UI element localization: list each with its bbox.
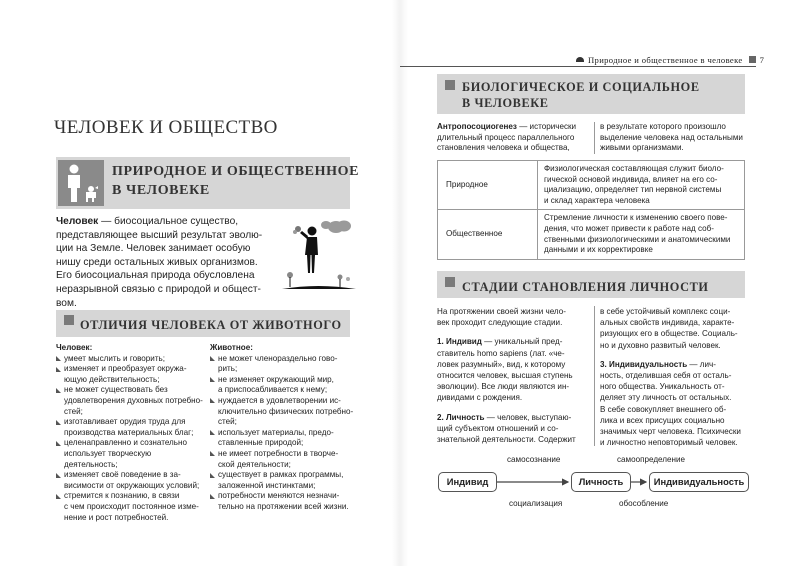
box-individual: Индивид [438, 472, 497, 492]
box-personality: Личность [571, 472, 631, 492]
human-nature-illustration [280, 213, 358, 295]
book-fold [392, 0, 408, 566]
column-divider [594, 122, 595, 154]
label-self-determination: самоопределение [617, 455, 685, 464]
list-item: изменяет своё поведение в за- висимости от окружающих условий; [56, 470, 204, 491]
table-label-cell: Общественное [438, 210, 538, 259]
section-heading-nature-society-l1: ПРИРОДНОЕ И ОБЩЕСТВЕННОЕ [112, 164, 360, 179]
label-self-awareness: самосознание [507, 455, 561, 464]
leaf-icon [576, 57, 584, 62]
list-item: стремится к познанию, в связи с чем происходит постоянное изме- нение и рост потребностей. [56, 491, 204, 523]
stages-column-1: На протяжении своей жизни чело- век проходит следующие стадии. 1. Индивид — уникальный пред- ставитель homo sapiens (лат. «че- ловек разумный», вид, к которому относится человек, высшая ступень эволюции). Все люди являются ин- дивидами с рождения. 2. Личность — человек, выступаю- щий субъектом отношений и со- знательной деятельности. Содержит [437, 307, 576, 445]
list-item: существует в рамках программы, заложенной инстинктами; [210, 470, 355, 491]
human-traits-label: Человек: [56, 343, 93, 352]
table-label-cell: Природное [438, 161, 538, 210]
term-anthroposociogenesis: Антропосоциогенез [437, 122, 517, 131]
label-socialization: социализация [509, 499, 563, 508]
column-divider [594, 306, 595, 446]
stage-individual-label: 1. Индивид [437, 337, 482, 347]
human-traits-column [56, 343, 204, 523]
box-individuality: Индивидуальность [649, 472, 749, 492]
list-item: нуждается в удовлетворении ис- ключительно физических потребно- стей; [210, 396, 355, 428]
section-marker-icon [64, 315, 74, 325]
table-text-cell: Физиологическая составляющая служит биоло- гической основой индивида, влияет на его со- циализацию, определяет тип нервной системы и склад характера человека [538, 161, 745, 210]
list-item: целенаправленно и сознательно использует творческую деятельность; [56, 438, 204, 470]
running-header-title: Природное и общественное в человеке [588, 55, 743, 65]
list-item: изготавливает орудия труда для производства материальных благ; [56, 417, 204, 438]
stage-personality-label: 2. Личность [437, 412, 485, 422]
section-marker-icon [445, 80, 455, 90]
anthropo-definition-right: в результате которого произошло выделение человека над остальными живыми организмами. [600, 122, 743, 153]
list-item: изменяет и преобразует окружа- ющую действительность; [56, 364, 204, 385]
chapter-title: ЧЕЛОВЕК И ОБЩЕСТВО [54, 117, 278, 138]
person-dog-icon [58, 160, 104, 206]
section-marker-icon [445, 277, 455, 287]
stages-diagram [437, 452, 749, 514]
human-definition: Человек — биосоциальное существо, представляющее высший результат эволю- ции на Земле. Человек занимает особую нишу среди остальных живых организмов. Его биосоциальная природа обусловлена неразрывной связью с природой и общест- вом. [56, 216, 263, 309]
header-square-icon [749, 56, 756, 63]
list-item: не имеет потребности в творче- ской деятельности; [210, 449, 355, 470]
list-item: не изменяет окружающий мир, а приспосабливается к нему; [210, 375, 355, 396]
running-header [576, 55, 764, 67]
table-row [438, 210, 745, 259]
list-item: умеет мыслить и говорить; [56, 354, 204, 365]
term-human: Человек [56, 216, 99, 227]
table-text-cell: Стремление личности к изменению своего пове- дения, что может привести к работе над соб- ственными физиологическими и анатомическими данными и их корректировке [538, 210, 745, 259]
list-item: использует материалы, предо- ставленные природой; [210, 428, 355, 449]
page-number: 7 [759, 55, 764, 65]
section-heading-differences: ОТЛИЧИЯ ЧЕЛОВЕКА ОТ ЖИВОТНОГО [80, 318, 342, 332]
table-row [438, 161, 745, 210]
animal-traits-column [210, 343, 355, 513]
label-separation: обособление [619, 499, 669, 508]
animal-traits-label: Животное: [210, 343, 253, 352]
list-item: не может существовать без удовлетворения духовных потребно- стей; [56, 385, 204, 417]
section-heading-bio-social-l1: БИОЛОГИЧЕСКОЕ И СОЦИАЛЬНОЕ [462, 80, 700, 94]
section-heading-stages: СТАДИИ СТАНОВЛЕНИЯ ЛИЧНОСТИ [462, 280, 709, 294]
list-item: потребности меняются незначи- тельно на протяжении всей жизни. [210, 491, 355, 512]
section-heading-bio-social-l2: В ЧЕЛОВЕКЕ [462, 96, 549, 110]
section-heading-nature-society-l2: В ЧЕЛОВЕКЕ [112, 183, 210, 198]
stages-column-2: в себе устойчивый комплекс соци- альных свойств индивида, характе- ризующих его в обществе. Социаль- но и духовно развитый человек. 3. Индивидуальность — лич- ность, отделившая себя от осталь- ного общества. Уникальность от- деляет эту личность от остальных. В себе совокупляет внешнего об- лика и всех присущих социально значимых черт человека. Психически и личностно неповторимый человек. [600, 307, 741, 448]
nature-society-table [437, 160, 745, 260]
anthropo-definition-left: Антропосоциогенез — исторически длительный процесс параллельного становления человека и общества, [437, 122, 577, 153]
right-page [400, 0, 800, 566]
list-item: не может членораздельно гово- рить; [210, 354, 355, 375]
stage-individuality-label: 3. Индивидуальность [600, 359, 688, 369]
